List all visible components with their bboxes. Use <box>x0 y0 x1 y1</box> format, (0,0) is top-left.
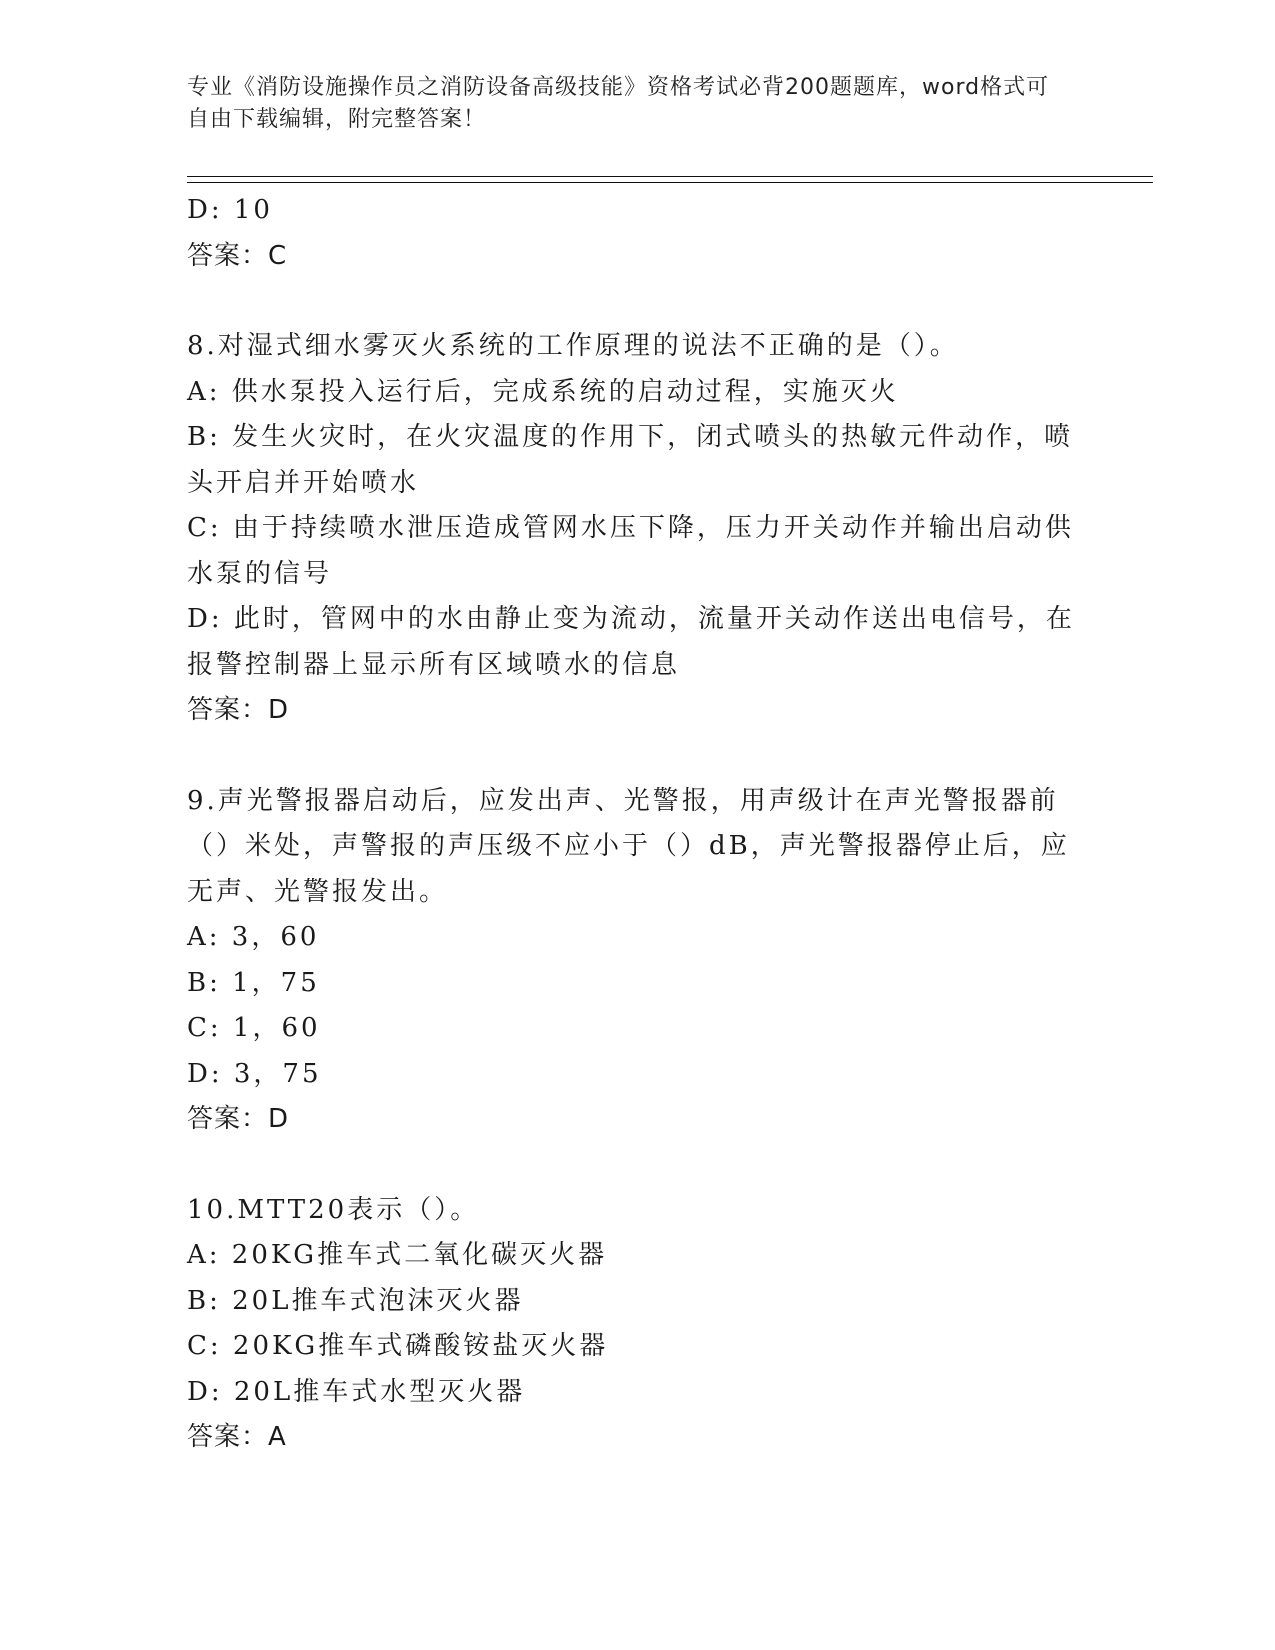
answer: 答案：C <box>187 240 288 271</box>
option-c: C: 由于持续喷水泄压造成管网水压下降，压力开关动作并输出启动供水泵的信号 <box>187 513 1074 589</box>
question-stem: 9.声光警报器启动后，应发出声、光警报，用声级计在声光警报器前（）米处，声警报的声压级不应小于（）dB，声光警报器停止后，应无声、光警报发出。 <box>187 785 1070 907</box>
answer: 答案：D <box>187 695 290 725</box>
option-c: C: 1，60 <box>187 1013 321 1043</box>
header-rule-top <box>187 176 1153 177</box>
question-8 <box>187 324 1087 734</box>
question-list <box>187 188 1087 1461</box>
option-a: A: 3，60 <box>187 922 320 952</box>
option-d: D: 3，75 <box>187 1058 322 1089</box>
question-stem: 8.对湿式细水雾灭火系统的工作原理的说法不正确的是（）。 <box>187 331 959 361</box>
option-b: B: 1，75 <box>187 967 320 998</box>
answer: 答案：D <box>187 1104 290 1134</box>
answer: 答案：A <box>187 1422 287 1452</box>
option-c: C: 20KG推车式磷酸铵盐灭火器 <box>187 1331 609 1361</box>
option-a: A: 20KG推车式二氧化碳灭火器 <box>187 1240 608 1270</box>
option-d: D: 10 <box>187 195 273 225</box>
header-rule-bottom <box>187 182 1153 183</box>
question-10 <box>187 1188 1087 1461</box>
document-header: 专业《消防设施操作员之消防设备高级技能》资格考试必背200题题库，word格式可自由下载编辑，附完整答案！ <box>187 75 1050 132</box>
spacer <box>187 279 1087 324</box>
spacer <box>187 734 1087 779</box>
option-b: B: 发生火灾时，在火灾温度的作用下，闭式喷头的热敏元件动作，喷头开启并开始喷水 <box>187 422 1074 498</box>
option-d: D: 此时，管网中的水由静止变为流动，流量开关动作送出电信号，在报警控制器上显示所有区域喷水的信息 <box>187 604 1075 680</box>
option-d: D: 20L推车式水型灭火器 <box>187 1376 526 1407</box>
question-stem: 10.MTT20表示（）。 <box>187 1194 480 1225</box>
option-b: B: 20L推车式泡沫灭火器 <box>187 1285 524 1316</box>
spacer <box>187 1143 1087 1188</box>
question-7-tail <box>187 188 1087 279</box>
question-9 <box>187 779 1087 1143</box>
option-a: A: 供水泵投入运行后，完成系统的启动过程，实施灭火 <box>187 376 899 407</box>
